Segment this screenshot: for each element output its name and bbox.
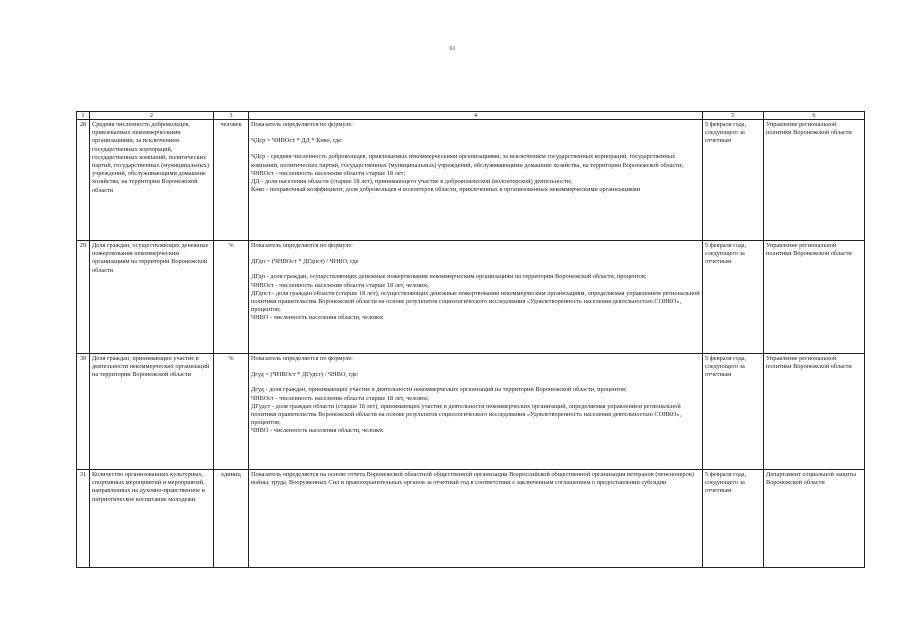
page-number: 61 [449, 46, 456, 52]
column-header: 6 [764, 112, 865, 120]
indicator-name: Средняя численность добровольцев, привлекаемых некоммерческими организациями, за исключением государственных корпораций, государственных компаний, политических партий, государственных (муниципальных) учреждений, обслуживающими домашние хозяйства, на территории Воронежской области [90, 120, 214, 241]
definition: ДГдп - доля граждан, осуществляющих денежные пожертвования некоммерческим организациям на территории Воронежской области, процентов; [251, 273, 647, 281]
calculation-method [249, 354, 703, 470]
responsible-body: Управление региональной политики Воронежской области [764, 354, 865, 470]
indicators-table [76, 111, 865, 568]
table-row [77, 470, 865, 568]
table-row [77, 241, 865, 354]
calculation-method: Показатель определяется на основе отчета Воронежской областной общественной организации Всероссийской общественной организации ветеранов (пенсионеров) войны, труда, Вооруженных Сил и правоохранительных органов за отчетный год в соответствии с заключенным соглашением о предоставлении субсидии [249, 470, 703, 568]
definition: ЧНВО - численность населения области, человек [251, 427, 384, 435]
definition: ЧДср - средняя численность добровольцев, привлекаемых некоммерческими организациями, за исключением государственных корпораций, государственных компаний, политических партий, государственных (муниципальных) учреждений, обслуживающими домашние хозяйства, на территории Воронежской области; [251, 153, 684, 169]
row-number: 28 [77, 120, 90, 241]
unit-of-measure: единиц [214, 470, 249, 568]
unit-of-measure: % [214, 354, 249, 470]
table-header-row [77, 112, 865, 120]
definition: ДГудст - доля граждан области (старше 18 лет), принимающих участие в деятельности некоммерческих организаций, определяемая управлением региональной политики правительства Воронежской области на основе результатов социологического исследования «Удовлетворенность населения деятельностью СОНКО», процентов; [251, 402, 682, 427]
submission-deadline: 5 февраля года, следующего за отчетным [703, 241, 764, 354]
method-intro: Показатель определяется по формуле: [251, 121, 353, 128]
definition: ЧНВОст - численность населения области старше 18 лет; [251, 169, 406, 177]
column-header: 2 [90, 112, 214, 120]
responsible-body: Управление региональной политики Воронежской области [764, 241, 865, 354]
table-row [77, 120, 865, 241]
formula: ДГдп = (ЧНВОст * ДГдпст) / ЧНВО, где [251, 258, 359, 266]
indicator-name: Доля граждан, принимающих участие в деятельности некоммерческих организаций на территории Воронежской области [90, 354, 214, 470]
responsible-body: Управление региональной политики Воронежской области [764, 120, 865, 241]
submission-deadline: 5 февраля года, следующего за отчетным [703, 354, 764, 470]
method-intro: Показатель определяется по формуле: [251, 355, 353, 362]
definition: Дгуд - доля граждан, принимающих участие в деятельности некоммерческих организаций на территории Воронежской области, процентов; [251, 386, 627, 394]
formula: ЧДср = ЧНВОст * ДД * Кнко, где: [251, 137, 343, 145]
definition: Кнко - поправочный коэффициент, доля добровольцев и волонтеров области, привлеченных в организованных некоммерческими организациями [251, 186, 641, 194]
table-row [77, 354, 865, 470]
formula: Дгуд = (ЧНВОст * ДГудст) / ЧНВО, где: [251, 371, 359, 379]
definition: ДД - доля населения области (старше 18 лет), принимающего участие в добровольческой (волонтерской) деятельности; [251, 178, 572, 186]
column-header: 4 [249, 112, 703, 120]
row-number: 30 [77, 354, 90, 470]
row-number: 29 [77, 241, 90, 354]
column-header: 3 [214, 112, 249, 120]
definition: ЧНВОст - численность населения области старше 18 лет, человек; [251, 281, 429, 289]
indicator-name: Количество организованных культурных, спортивных мероприятий и мероприятий, направленных на духовно-нравственное и патриотическое воспитание молодежи [90, 470, 214, 568]
calculation-method [249, 241, 703, 354]
submission-deadline: 5 февраля года, следующего за отчетным [703, 470, 764, 568]
definition: ЧНВО - численность населения области, человек [251, 314, 384, 322]
column-header: 5 [703, 112, 764, 120]
method-intro: Показатель определяется по формуле: [251, 242, 353, 249]
column-header: 1 [77, 112, 90, 120]
row-number: 31 [77, 470, 90, 568]
responsible-body: Департамент социальной защиты Воронежской области [764, 470, 865, 568]
definition: ЧНВОст - численность населения области старше 18 лет, человек; [251, 394, 429, 402]
indicator-name: Доля граждан, осуществляющих денежные пожертвования некоммерческим организациям на территории Воронежской области [90, 241, 214, 354]
unit-of-measure: % [214, 241, 249, 354]
unit-of-measure: человек [214, 120, 249, 241]
definition: ДГдпст - доля граждан области (старше 18 лет), осуществляющих денежные пожертвования некоммерческим организациям, определяемая управлением региональной политики правительства Воронежской области на основе результатов социологического исследования «Удовлетворенность населения деятельностью СОНКО», процентов; [251, 289, 700, 314]
calculation-method [249, 120, 703, 241]
submission-deadline: 5 февраля года, следующего за отчетным [703, 120, 764, 241]
